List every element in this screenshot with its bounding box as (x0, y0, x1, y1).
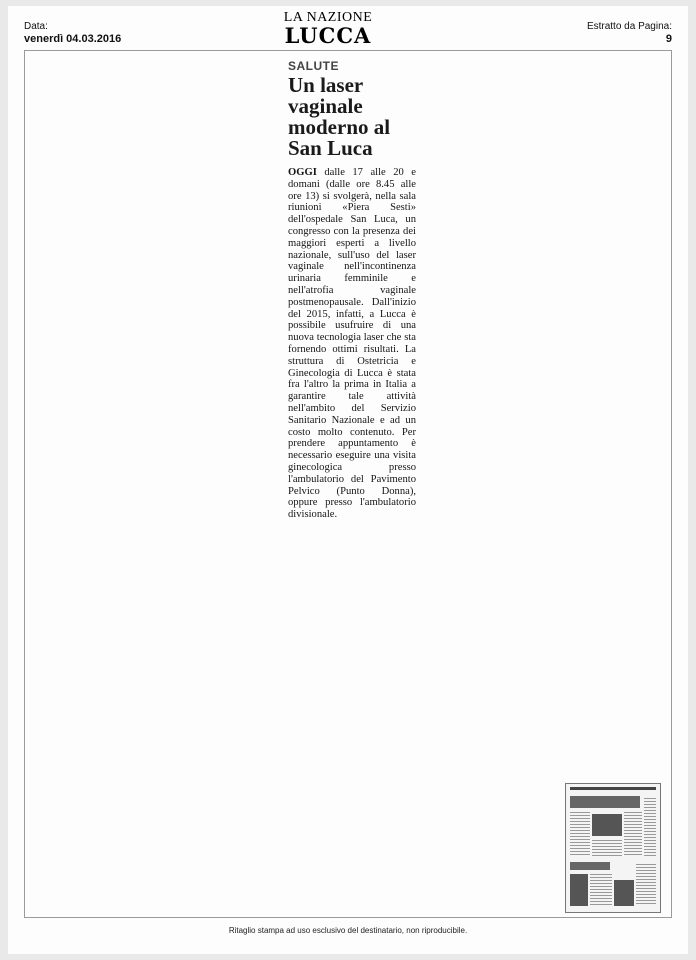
masthead-city: LUCCA (284, 23, 372, 48)
page-thumbnail (565, 783, 661, 913)
thumbnail-column (570, 812, 590, 857)
date-block (24, 20, 121, 46)
thumbnail-column (636, 864, 656, 906)
article-section: SALUTE (288, 59, 339, 73)
thumbnail-column (590, 874, 612, 906)
date-value: venerdì 04.03.2016 (24, 33, 122, 45)
thumbnail-column (624, 812, 642, 857)
article-text: dalle 17 alle 20 e domani (dalle ore 8.45 alle ore 13) si svolgerà, nella sala riunioni «Piera Sesti» dell'ospedale San Luca, un congresso con la presenza dei maggiori esperti a livello nazionale, sull'uso del laser vaginale nell'incontinenza urinaria femminile e nell'atrofia vaginale postmenopausale. Dall'inizio del 2015, infatti, a Lucca è possibile usufruire di una nuova tecnologia laser che sta fornendo ottimi risultati. La struttura di Ostetricia e Ginecologia di Lucca è stata fra l'altro la prima in Italia a garantire tale attività nell'ambito del Servizio Sanitario Nazionale e ad un costo molto contenuto. Per prendere appuntamento è necessario eseguire una visita ginecologica presso l'ambulatorio del Pavimento Pelvico (Punto Donna), oppure presso l'ambulatorio divisionale. (288, 167, 416, 521)
thumbnail-photo (592, 814, 622, 836)
page-number: 9 (665, 33, 672, 45)
article (288, 59, 416, 521)
masthead-newspaper: LA NAZIONE (283, 10, 373, 25)
thumbnail-column (592, 840, 622, 858)
thumbnail-headline (570, 796, 640, 808)
date-label: Data: (24, 21, 48, 32)
masthead-logo (258, 10, 398, 47)
thumbnail-headline (570, 862, 610, 870)
footer-notice: Ritaglio stampa ad uso esclusivo del destinatario, non riproducibile. (228, 926, 468, 935)
thumbnail-header-bar (570, 787, 656, 790)
article-title: Un laser vaginale moderno al San Luca (288, 73, 391, 160)
thumbnail-column (644, 798, 656, 858)
article-lead: OGGI (288, 167, 317, 178)
press-clipping-page (8, 6, 688, 954)
page-label: Estratto da Pagina: (586, 21, 672, 32)
article-body (288, 167, 416, 521)
thumbnail-photo (570, 874, 588, 906)
thumbnail-photo (614, 880, 634, 906)
clipping-frame (24, 50, 672, 918)
page-block (587, 20, 672, 46)
